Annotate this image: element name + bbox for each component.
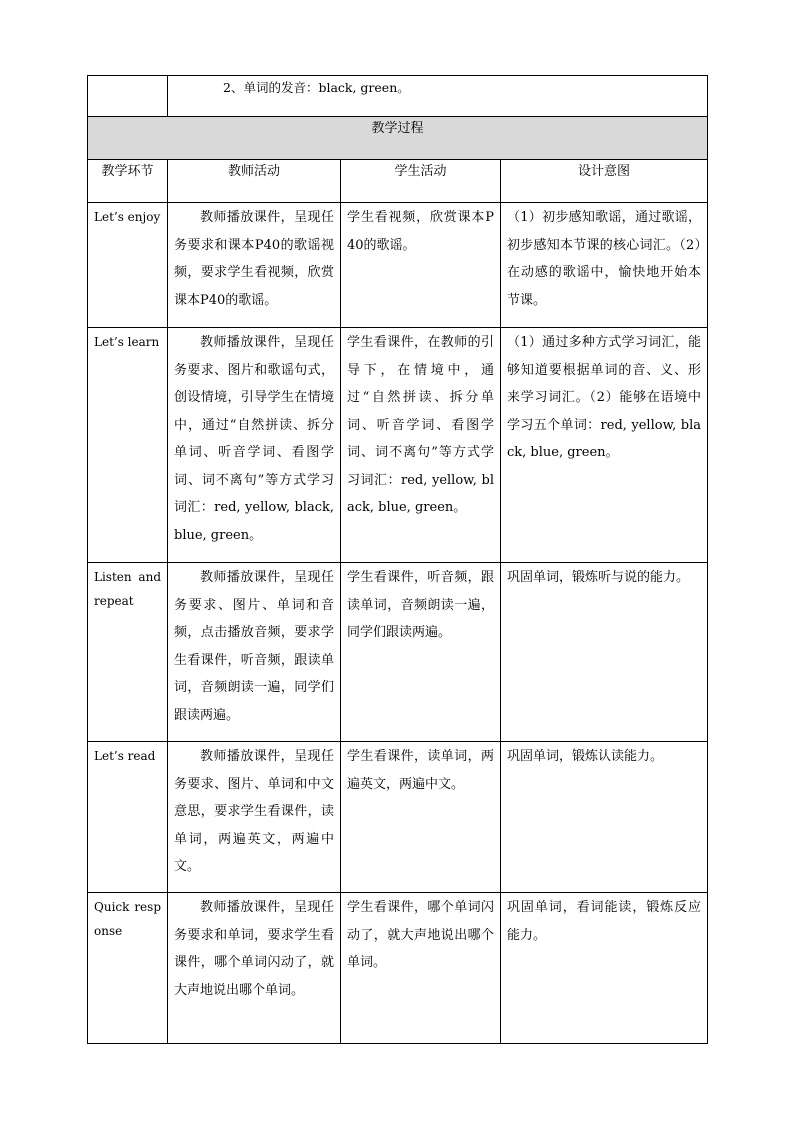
student-activity-cell: 学生看课件，在教师的引导下，在情境中，通过“自然拼读、拆分单词、听音学词、看图学词、词不离句”等方式学习词汇：red, yellow, black, blue, green。 bbox=[341, 328, 501, 563]
table-row bbox=[88, 203, 708, 328]
student-activity-cell: 学生看课件，读单词，两遍英文，两遍中文。 bbox=[341, 742, 501, 893]
stage-cell: Listen and repeat bbox=[88, 563, 168, 742]
header-intent: 设计意图 bbox=[501, 160, 708, 203]
header-row bbox=[88, 160, 708, 203]
section-title-row bbox=[88, 117, 708, 160]
table-row bbox=[88, 742, 708, 893]
table-row bbox=[88, 328, 708, 563]
design-intent-cell: （1）通过多种方式学习词汇，能够知道要根据单词的音、义、形来学习词汇。（2）能够在语境中学习五个单词：red, yellow, black, blue, green。 bbox=[501, 328, 708, 563]
header-stage: 教学环节 bbox=[88, 160, 168, 203]
design-intent-cell: 巩固单词，锻炼认读能力。 bbox=[501, 742, 708, 893]
section-title: 教学过程 bbox=[88, 117, 708, 160]
header-teacher: 教师活动 bbox=[168, 160, 341, 203]
design-intent-cell: 巩固单词，看词能读，锻炼反应能力。 bbox=[501, 893, 708, 1044]
student-activity-cell: 学生看视频，欣赏课本P40的歌谣。 bbox=[341, 203, 501, 328]
table-row bbox=[88, 563, 708, 742]
objective-text: 2、单词的发音：black, green。 bbox=[168, 76, 708, 117]
objective-row-label-cell bbox=[88, 76, 168, 117]
teacher-activity-cell: 教师播放课件，呈现任务要求、图片、单词和音频，点击播放音频，要求学生看课件，听音频，跟读单词，音频朗读一遍，同学们跟读两遍。 bbox=[168, 563, 341, 742]
stage-cell: Let’s read bbox=[88, 742, 168, 893]
student-activity-cell: 学生看课件，听音频，跟读单词，音频朗读一遍，同学们跟读两遍。 bbox=[341, 563, 501, 742]
stage-cell: Let’s learn bbox=[88, 328, 168, 563]
header-student: 学生活动 bbox=[341, 160, 501, 203]
objective-row bbox=[88, 76, 708, 117]
teacher-activity-cell: 教师播放课件，呈现任务要求、图片和歌谣句式，创设情境，引导学生在情境中，通过“自然拼读、拆分单词、听音学词、看图学词、词不离句”等方式学习词汇：red, yellow, black, blue, green。 bbox=[168, 328, 341, 563]
stage-cell: Quick response bbox=[88, 893, 168, 1044]
teacher-activity-cell: 教师播放课件，呈现任务要求、图片、单词和中文意思，要求学生看课件，读单词，两遍英文，两遍中文。 bbox=[168, 742, 341, 893]
lesson-plan-table bbox=[87, 75, 708, 1044]
teacher-activity-cell: 教师播放课件，呈现任务要求和课本P40的歌谣视频，要求学生看视频，欣赏课本P40的歌谣。 bbox=[168, 203, 341, 328]
teacher-activity-cell: 教师播放课件，呈现任务要求和单词，要求学生看课件，哪个单词闪动了，就大声地说出哪个单词。 bbox=[168, 893, 341, 1044]
table-row bbox=[88, 893, 708, 1044]
design-intent-cell: 巩固单词，锻炼听与说的能力。 bbox=[501, 563, 708, 742]
stage-cell: Let’s enjoy bbox=[88, 203, 168, 328]
design-intent-cell: （1）初步感知歌谣，通过歌谣，初步感知本节课的核心词汇。（2）在动感的歌谣中，愉快地开始本节课。 bbox=[501, 203, 708, 328]
student-activity-cell: 学生看课件，哪个单词闪动了，就大声地说出哪个单词。 bbox=[341, 893, 501, 1044]
